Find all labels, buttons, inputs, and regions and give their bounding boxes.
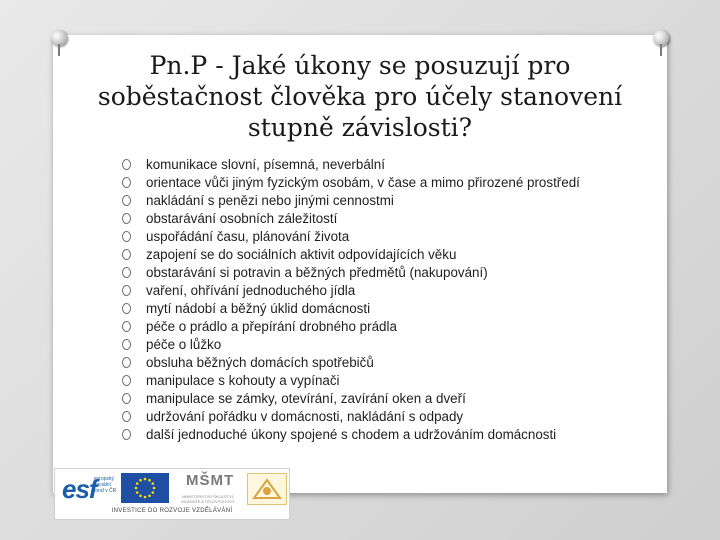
list-item bbox=[122, 212, 582, 225]
slide-title: Pn.P - Jaké úkony se posuzují pro soběstačnost člověka pro účely stanovení stupně závislosti? bbox=[97, 51, 623, 142]
circle-bullet-icon bbox=[122, 411, 131, 422]
circle-bullet-icon bbox=[122, 339, 131, 350]
circle-bullet-icon bbox=[122, 267, 131, 278]
esf-logo-subtitle: evropský sociální fond v ČR bbox=[94, 476, 117, 494]
list-item bbox=[122, 320, 582, 333]
list-item-text: zapojení se do sociálních aktivit odpovídajících věku bbox=[146, 247, 457, 262]
circle-bullet-icon bbox=[122, 231, 131, 242]
list-item bbox=[122, 302, 582, 315]
list-item-text: péče o lůžko bbox=[146, 337, 222, 352]
list-item bbox=[122, 392, 582, 405]
list-item bbox=[122, 176, 582, 189]
pushpin-icon bbox=[653, 30, 669, 54]
list-item bbox=[122, 338, 582, 351]
eu-flag-icon bbox=[121, 473, 169, 503]
circle-bullet-icon bbox=[122, 429, 131, 440]
list-item-text: obstarávání si potravin a běžných předmětů (nakupování) bbox=[146, 265, 488, 280]
circle-bullet-icon bbox=[122, 249, 131, 260]
msmt-logo-subtitle: MINISTERSTVO ŠKOLSTVÍ, MLÁDEŽE A TĚLOVÝCHOVY bbox=[181, 494, 235, 504]
msmt-logo-text: MŠMT bbox=[186, 472, 235, 489]
list-item-text: obstarávání osobních záležitostí bbox=[146, 211, 338, 226]
list-item-text: orientace vůči jiným fyzickým osobám, v čase a mimo přirozené prostředí bbox=[146, 175, 580, 190]
esf-logo-text: esf bbox=[62, 474, 97, 504]
circle-bullet-icon bbox=[122, 393, 131, 404]
list-item-text: udržování pořádku v domácnosti, nakládání s odpady bbox=[146, 409, 464, 424]
circle-bullet-icon bbox=[122, 303, 131, 314]
list-item-text: péče o prádlo a přepírání drobného prádla bbox=[146, 319, 397, 334]
circle-bullet-icon bbox=[122, 375, 131, 386]
eu-funding-logo-strip bbox=[54, 468, 290, 520]
circle-bullet-icon bbox=[122, 177, 131, 188]
list-item-text: manipulace s kohouty a vypínači bbox=[146, 373, 340, 388]
list-item-text: další jednoduché úkony spojené s chodem a udržováním domácnosti bbox=[146, 427, 557, 442]
list-item bbox=[122, 428, 582, 441]
list-item-text: vaření, ohřívání jednoduchého jídla bbox=[146, 283, 356, 298]
circle-bullet-icon bbox=[122, 213, 131, 224]
esf-logo bbox=[58, 472, 117, 506]
list-item-text: obsluha běžných domácích spotřebičů bbox=[146, 355, 374, 370]
list-item bbox=[122, 410, 582, 423]
circle-bullet-icon bbox=[122, 159, 131, 170]
msmt-logo bbox=[176, 472, 240, 506]
circle-bullet-icon bbox=[122, 285, 131, 296]
list-item-text: uspořádání času, plánování života bbox=[146, 229, 350, 244]
list-item-text: nakládání s penězi nebo jinými cennostmi bbox=[146, 193, 394, 208]
funding-tagline: INVESTICE DO ROZVOJE VZDĚLÁVÁNÍ bbox=[111, 508, 233, 514]
circle-bullet-icon bbox=[122, 195, 131, 206]
circle-bullet-icon bbox=[122, 321, 131, 332]
list-item bbox=[122, 194, 582, 207]
list-item bbox=[122, 266, 582, 279]
list-item bbox=[122, 158, 582, 171]
list-item-text: komunikace slovní, písemná, neverbální bbox=[146, 157, 385, 172]
op-program-logo-icon bbox=[247, 473, 287, 505]
list-item bbox=[122, 230, 582, 243]
list-item-text: manipulace se zámky, otevírání, zavírání oken a dveří bbox=[146, 391, 466, 406]
list-item-text: mytí nádobí a běžný úklid domácnosti bbox=[146, 301, 371, 316]
list-item bbox=[122, 374, 582, 387]
pushpin-icon bbox=[51, 30, 67, 54]
list-item bbox=[122, 356, 582, 369]
circle-bullet-icon bbox=[122, 357, 131, 368]
list-item bbox=[122, 248, 582, 261]
criteria-list bbox=[122, 158, 582, 446]
list-item bbox=[122, 284, 582, 297]
